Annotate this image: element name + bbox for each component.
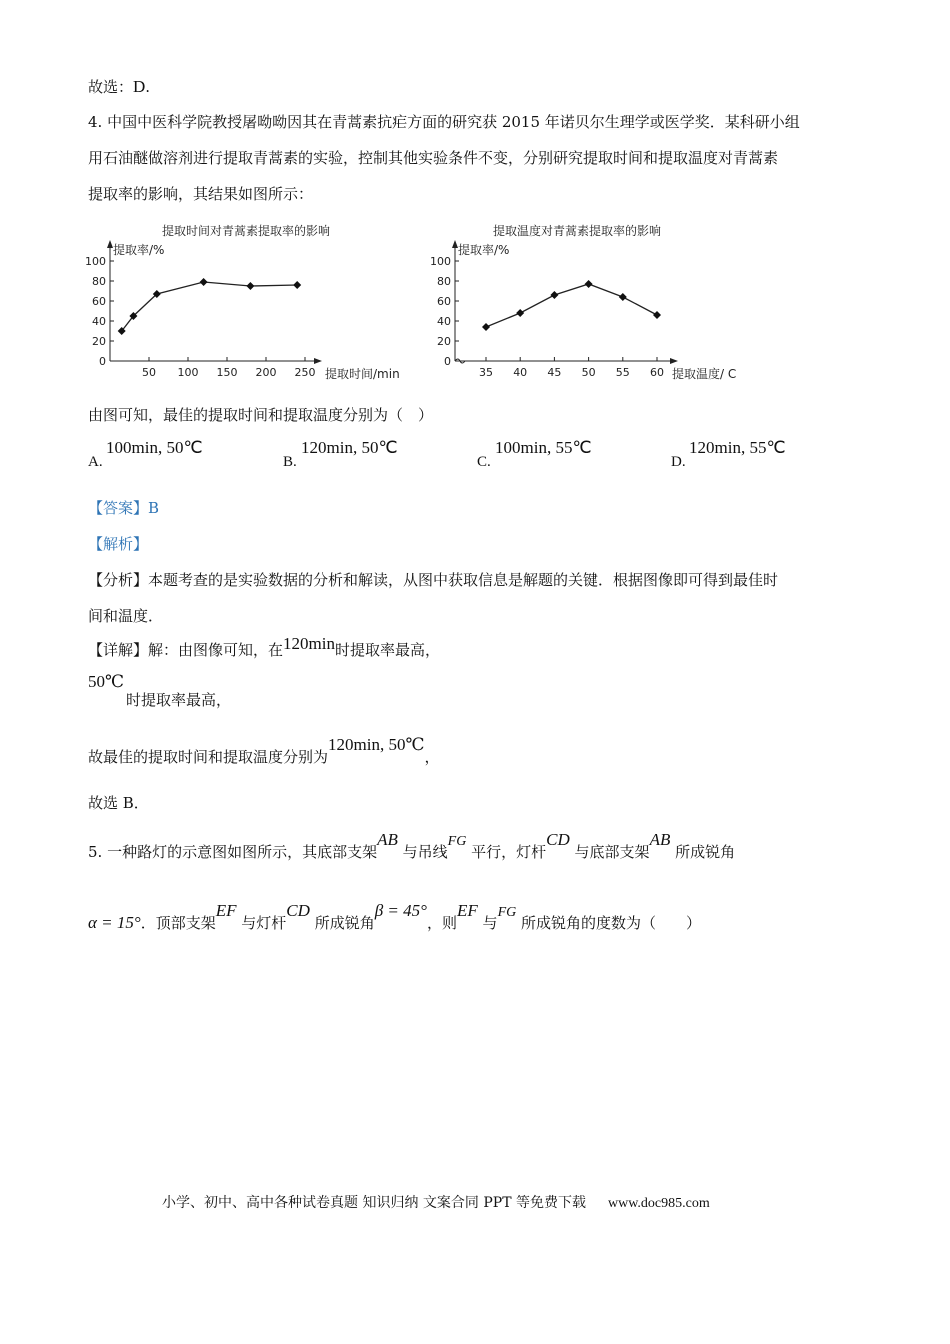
q4-question: 由图可知，最佳的提取时间和提取温度分别为（ ） — [88, 406, 434, 424]
q5-ef-2: EF — [456, 901, 478, 920]
detail2-text: 时提取率最高， — [126, 691, 232, 709]
q5-fg-1: FG — [447, 834, 467, 849]
option-b-value: 120min, 50℃ — [301, 438, 398, 457]
prev-answer-value: D — [133, 77, 146, 96]
chart2-series-line — [486, 284, 657, 327]
detail-suffix: 时提取率最高， — [334, 641, 440, 659]
q5-beta: β = 45° — [374, 901, 427, 920]
best-end: ， — [424, 748, 440, 766]
q5-ab-2: AB — [649, 830, 671, 849]
q5-text-10: 与 — [482, 914, 498, 932]
chart1-data-point — [246, 282, 254, 290]
option-a-value: 100min, 50℃ — [106, 438, 203, 457]
chart2-ytick-label: 20 — [437, 335, 451, 348]
chart1-xtick-label: 250 — [294, 366, 316, 379]
chart1-xtick-label: 200 — [255, 366, 277, 379]
q5-text-6: ．顶部支架 — [140, 914, 216, 932]
chart1-ytick-label: 80 — [92, 275, 106, 288]
chart1-ytick-label: 40 — [92, 315, 106, 328]
option-c-label: C. — [477, 454, 491, 470]
q5-text-1: 5. 一种路灯的示意图如图所示，其底部支架 — [88, 843, 378, 861]
chart2-data-point — [516, 309, 524, 317]
q5-ab-1: AB — [377, 830, 398, 849]
option-d-value: 120min, 55℃ — [689, 438, 786, 457]
q5-line-1 — [88, 830, 736, 864]
prev-answer-line — [88, 77, 150, 97]
prev-answer-end: . — [145, 78, 151, 96]
best-math: 120min, 50℃ — [328, 735, 425, 754]
q5-ef-1: EF — [215, 901, 237, 920]
footer-url[interactable]: www.doc985.com — [607, 1196, 710, 1211]
chart2-xtick-label: 55 — [615, 366, 630, 379]
option-c-value: 100min, 55℃ — [495, 438, 592, 457]
chart1-series-line — [122, 282, 298, 331]
q5-text-7: 与灯杆 — [241, 914, 287, 932]
footer — [162, 1192, 710, 1212]
chart2-data-point — [585, 280, 593, 288]
option-b-label: B. — [283, 454, 297, 470]
chart1-x-arrow — [314, 358, 322, 364]
option-a-label: A. — [88, 454, 103, 470]
q5-text-5: 所成锐角 — [675, 843, 736, 861]
best-line — [88, 735, 440, 767]
chart1-ytick-label: 100 — [85, 255, 106, 268]
chart2-xlabel: 提取温度/ C — [672, 367, 737, 381]
analysis-line-2: 间和温度． — [88, 607, 164, 625]
q5-text-11: 所成锐角的度数为（ ） — [521, 914, 702, 932]
chart2-ytick-label: 0 — [444, 355, 451, 368]
q4-line-1: 4. 中国中医科学院教授屠呦呦因其在青蒿素抗疟方面的研究获 2015 年诺贝尔生理学或医学奖．某科研小组 — [88, 113, 800, 131]
chart2-xtick-label: 35 — [479, 366, 493, 379]
chart1-data-point — [200, 278, 208, 286]
chart2-data-point — [619, 293, 627, 301]
q5-text-9: ，则 — [426, 914, 457, 932]
jiexi-heading: 【解析】 — [88, 535, 149, 553]
q4-charts — [0, 215, 950, 385]
q4-line-2: 用石油醚做溶剂进行提取青蒿素的实验，控制其他实验条件不变，分别研究提取时间和提取温度对青蒿素 — [88, 149, 779, 167]
chart2-ytick-label: 80 — [437, 275, 451, 288]
chart1-xtick-label: 50 — [142, 366, 156, 379]
conclusion-line: 故选 B． — [88, 794, 149, 812]
chart2-ytick-label: 40 — [437, 315, 451, 328]
prev-answer-text: 故选： — [88, 78, 134, 96]
q5-cd-1: CD — [546, 830, 570, 849]
q5-alpha: α = 15° — [88, 913, 141, 932]
chart2-xtick-label: 50 — [581, 366, 596, 379]
chart1-xtick-label: 100 — [177, 366, 199, 379]
analysis-line-1: 【分析】本题考查的是实验数据的分析和解读，从图中获取信息是解题的关键．根据图像即可得到最佳时 — [88, 571, 779, 589]
q5-fg-2: FG — [497, 905, 517, 920]
detail2-math: 50℃ — [88, 672, 125, 691]
chart2-xtick-label: 60 — [650, 366, 664, 379]
chart2-data-point — [482, 323, 490, 331]
detail-prefix: 【详解】解：由图像可知，在 — [88, 641, 284, 659]
chart2-data-point — [653, 311, 661, 319]
chart1-ytick-label: 60 — [92, 295, 106, 308]
q5-cd-2: CD — [286, 901, 310, 920]
chart2-ytick-label: 100 — [430, 255, 451, 268]
chart1-xlabel: 提取时间/min — [325, 367, 400, 381]
chart1-ytick-label: 20 — [92, 335, 106, 348]
answer-text: 【答案】B — [88, 499, 160, 517]
chart2-x-arrow — [670, 358, 678, 364]
detail-math-time: 120min — [283, 634, 335, 653]
chart2-ylabel: 提取率/% — [458, 243, 510, 257]
q5-text-2: 与吊线 — [402, 843, 448, 861]
q5-text-3: 平行，灯杆 — [471, 843, 547, 861]
chart2-data-point — [550, 291, 558, 299]
chart1-title: 提取时间对青蒿素提取率的影响 — [161, 224, 331, 238]
best-prefix: 故最佳的提取时间和提取温度分别为 — [88, 748, 329, 766]
q4-line-3: 提取率的影响，其结果如图所示： — [88, 185, 314, 203]
chart1-data-point — [293, 281, 301, 289]
q5-text-4: 与底部支架 — [574, 843, 650, 861]
chart1-ytick-label: 0 — [99, 355, 106, 368]
chart2-ytick-label: 60 — [437, 295, 451, 308]
q5-text-8: 所成锐角 — [314, 914, 375, 932]
detail-line — [88, 634, 440, 660]
q5-line-2 — [88, 901, 702, 935]
chart2-xtick-label: 40 — [513, 366, 528, 379]
answer-line — [88, 498, 159, 518]
chart1-xtick-label: 150 — [216, 366, 238, 379]
chart2-title: 提取温度对青蒿素提取率的影响 — [492, 224, 662, 238]
chart1-ylabel: 提取率/% — [113, 243, 165, 257]
option-d-label: D. — [671, 454, 686, 470]
chart2-xtick-label: 45 — [547, 366, 562, 379]
footer-text: 小学、初中、高中各种试卷真题 知识归纳 文案合同 PPT 等免费下载 — [162, 1195, 586, 1211]
